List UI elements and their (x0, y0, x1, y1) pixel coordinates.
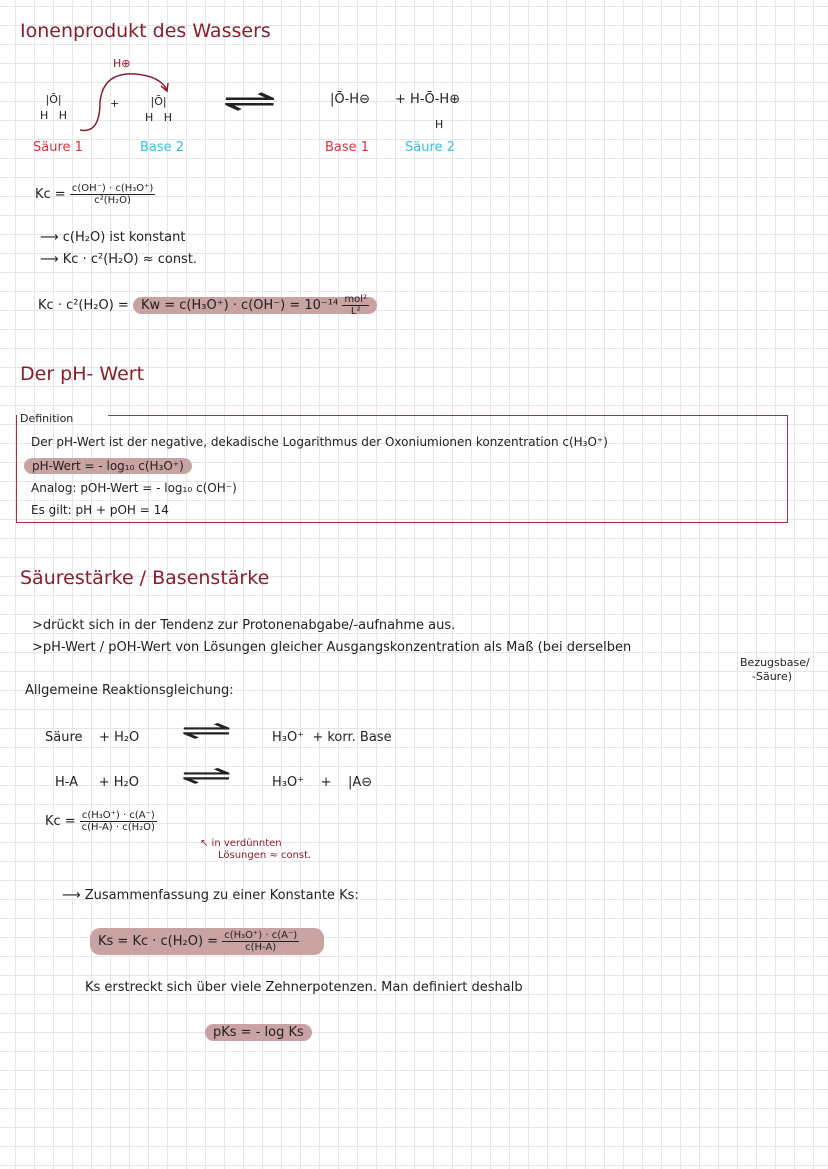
bullet-ph-measure: >pH-Wert / pOH-Wert von Lösungen gleicher Ausgangskonzentration als Maß (bei derselben (32, 640, 632, 655)
label-acid1: Säure 1 (33, 140, 83, 155)
water-molecule-2: |Ō| H H (145, 95, 173, 124)
heading-ph-wert: Der pH- Wert (20, 363, 145, 385)
ks-denominator: c(H-A) (245, 942, 277, 953)
equilibrium-arrow-icon: ⇌ (222, 84, 278, 119)
label-base2: Base 2 (140, 140, 185, 155)
eq2-right: H₃O⁺ + |A⊖ (272, 775, 373, 790)
ks-numerator: c(H₃O⁺) · c(A⁻) (224, 930, 298, 941)
kw-equation: Kw = c(H₃O⁺) · c(OH⁻) = 10⁻¹⁴ (140, 298, 339, 313)
dilution-note-2: Lösungen ≈ const. (218, 850, 312, 861)
eq2-arrow-icon: ⇌ (180, 761, 233, 791)
proton-label: H⊕ (113, 57, 131, 70)
label-base1: Base 1 (325, 140, 370, 155)
ks-formula (90, 928, 324, 955)
bullet-cont2: -Säure) (752, 670, 793, 683)
summary-text: ⟶ Zusammenfassung zu einer Konstante Ks: (62, 888, 359, 903)
bullet-tendency: >drückt sich in der Tendenz zur Protonenabgabe/-aufnahme aus. (32, 618, 456, 633)
note-const-product: ⟶ Kc · c²(H₂O) ≈ const. (40, 252, 198, 267)
general-equation-label: Allgemeine Reaktionsgleichung: (25, 683, 234, 698)
pks-formula: pKs = - log Ks (205, 1024, 312, 1041)
kw-unit-num: mol² (344, 294, 367, 305)
ks-lhs: Ks = Kc · c(H₂O) = (98, 934, 219, 949)
oxonium-ion: + H-Ō-H⊕ (395, 92, 461, 107)
ph-formula: pH-Wert = - log₁₀ c(H₃O⁺) (24, 458, 192, 474)
kw-highlight (133, 294, 377, 317)
kc-denominator: c²(H₂O) (94, 195, 131, 206)
heading-ionenprodukt: Ionenprodukt des Wassers (20, 20, 271, 42)
eq2-left: H-A + H₂O (55, 775, 139, 790)
note-constant: ⟶ c(H₂O) ist konstant (40, 230, 186, 245)
eq1-left: Säure + H₂O (45, 730, 140, 745)
definition-label: Definition (20, 412, 74, 425)
water-molecule-1: |Ō| H H (40, 93, 68, 122)
heading-saeurestaerke: Säurestärke / Basenstärke (20, 567, 270, 589)
kc-lhs: Kc = (35, 187, 66, 202)
kc-numerator: c(OH⁻) · c(H₃O⁺) (71, 183, 154, 194)
kw-formula (38, 294, 377, 317)
plus-sign: + (110, 97, 120, 110)
kw-unit-den: L² (350, 306, 361, 317)
eq1-arrow-icon: ⇌ (180, 716, 233, 746)
kc-acid-numerator: c(H₃O⁺) · c(A⁻) (81, 810, 155, 821)
kc-water-formula (35, 183, 155, 206)
ph-poh-sum: Es gilt: pH + pOH = 14 (31, 503, 169, 517)
label-acid2: Säure 2 (405, 140, 455, 155)
kw-lhs: Kc · c²(H₂O) = (38, 298, 129, 313)
kc-acid-denominator: c(H-A) · c(H₂O) (81, 822, 155, 833)
bullet-cont1: Bezugsbase/ (740, 656, 810, 669)
eq1-right: H₃O⁺ + korr. Base (272, 730, 392, 745)
oxonium-h: H (435, 118, 444, 131)
poh-formula: Analog: pOH-Wert = - log₁₀ c(OH⁻) (31, 481, 237, 495)
hydroxide-ion: |Ō-H⊖ (330, 92, 370, 107)
ks-description: Ks erstreckt sich über viele Zehnerpotenzen. Man definiert deshalb (85, 980, 523, 995)
definition-text: Der pH-Wert ist der negative, dekadische Logarithmus der Oxoniumionen konzentration c(H₃O⁺) (31, 435, 608, 449)
kc-acid-formula (45, 810, 157, 833)
kc-acid-lhs: Kc = (45, 814, 76, 829)
dilution-note-1: ↖ in verdünnten (200, 838, 282, 849)
